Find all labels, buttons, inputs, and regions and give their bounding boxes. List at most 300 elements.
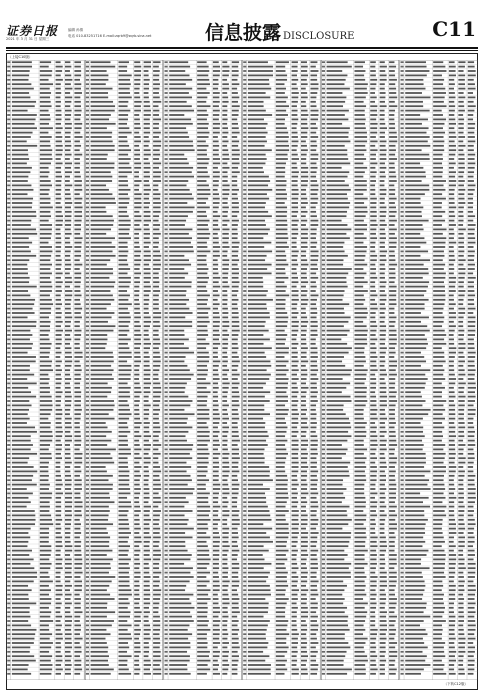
table-cell-text [310,488,317,490]
table-row-index [86,647,89,649]
table-cell-text [354,334,367,336]
table-cell-text [197,493,210,495]
table-cell-text [56,369,62,371]
table-cell-text [301,303,307,305]
table-cell-text [74,229,81,231]
table-cell-text [56,528,62,530]
table-row-index [243,185,246,187]
table-cell-text [91,475,113,477]
table-row-index [86,400,89,402]
table-cell-text [169,123,193,125]
table-row-index [243,567,246,569]
table-row-index [322,198,325,200]
table-cell-text [370,383,376,385]
table-cell-text [91,61,111,63]
table-cell-text [144,633,150,635]
table-cell-text [389,321,395,323]
table-cell-text [354,286,363,288]
table-row-index [243,220,246,222]
table-cell-text [222,317,228,319]
table-cell-text [354,154,364,156]
table-cell-text [276,532,289,534]
table-cell-text [118,303,131,305]
table-cell-text [153,347,159,349]
table-cell-text [389,83,395,85]
table-cell-text [389,185,394,187]
table-cell-text [65,594,72,596]
table-row-index [7,449,10,451]
table-cell-text [153,299,159,301]
table-row-index [86,563,89,565]
table-cell-text [134,66,141,68]
table-cell-text [276,339,286,341]
table-row-index [243,215,246,217]
table-cell-text [232,545,238,547]
table-cell-text [134,61,140,63]
table-row-index [7,101,10,103]
table-cell-text [40,167,49,169]
table-cell-text [232,154,240,156]
table-cell-text [380,273,385,275]
table-cell-text [74,347,79,349]
table-row-index [86,594,89,596]
table-row-index [243,655,246,657]
table-cell-text [12,651,30,653]
table-cell-text [153,308,159,310]
table-cell-text [74,554,81,556]
table-cell-text [310,339,315,341]
table-cell-text [213,655,219,657]
table-cell-text [232,616,237,618]
table-row-index [322,576,325,578]
section-title [205,18,354,45]
table-cell-text [310,88,318,90]
table-cell-text [40,449,49,451]
table-cell-text [370,528,375,530]
table-cell-text [248,629,267,631]
table-row-index [7,510,10,512]
table-row-index [7,493,10,495]
table-cell-text [40,229,52,231]
table-cell-text [380,567,385,569]
table-cell-text [169,576,193,578]
table-cell-text [169,334,184,336]
table-cell-text [292,75,297,77]
table-cell-text [134,97,140,99]
table-cell-text [389,233,395,235]
table-cell-text [468,79,474,81]
table-row-index [243,127,246,129]
table-cell-text [232,193,238,195]
table-cell-text [65,369,70,371]
table-cell-text [327,189,351,191]
table-cell-text [144,589,150,591]
table-cell-text [232,510,240,512]
table-cell-text [232,233,238,235]
table-row-index [401,79,404,81]
table-cell-text [232,664,238,666]
table-cell-text [389,506,397,508]
table-cell-text [40,647,51,649]
table-cell-text [144,105,151,107]
table-row-index [165,519,168,521]
table-cell-text [292,334,298,336]
table-cell-text [134,581,139,583]
table-cell-text [40,347,51,349]
table-row-index [243,528,246,530]
table-cell-text [354,132,366,134]
table-cell-text [12,132,33,134]
table-cell-text [389,523,397,525]
table-cell-text [380,361,386,363]
table-cell-text [40,576,50,578]
table-row-index [165,515,168,517]
table-cell-text [169,75,189,77]
table-cell-text [248,484,263,486]
table-cell-text [248,312,270,314]
table-cell-text [354,237,366,239]
table-cell-text [354,207,367,209]
table-cell-text [144,295,149,297]
table-row-index [243,642,246,644]
table-cell-text [389,616,397,618]
table-row-index [86,321,89,323]
table-cell-text [370,79,377,81]
table-cell-text [40,493,52,495]
table-cell-text [380,440,387,442]
table-row-index [243,449,246,451]
table-cell-text [389,237,397,239]
table-cell-text [144,528,150,530]
table-cell-text [197,83,210,85]
table-row-index [243,374,246,376]
table-cell-text [232,352,238,354]
table-row-index [322,141,325,143]
table-cell-text [134,391,141,393]
table-cell-text [327,409,344,411]
table-cell-text [222,154,229,156]
table-cell-text [310,506,318,508]
table-row-index [7,418,10,420]
table-cell-text [153,515,160,517]
table-cell-text [169,281,191,283]
table-cell-text [354,171,364,173]
table-row-index [322,405,325,407]
table-cell-text [118,202,129,204]
table-row-index [7,387,10,389]
table-cell-text [197,286,206,288]
table-cell-text [213,572,218,574]
table-cell-text [74,449,79,451]
table-row-index [7,330,10,332]
table-cell-text [74,114,81,116]
table-cell-text [248,365,271,367]
table-row-index [165,92,168,94]
table-cell-text [213,413,220,415]
table-row-index [86,97,89,99]
table-cell-text [248,286,263,288]
table-cell-text [74,321,79,323]
table-row-index [322,413,325,415]
table-cell-text [153,625,160,627]
table-cell-text [74,581,82,583]
table-cell-text [65,664,72,666]
table-cell-text [134,554,139,556]
table-cell-text [144,136,149,138]
table-cell-text [354,343,367,345]
table-row-index [243,611,246,613]
table-cell-text [118,83,130,85]
table-cell-text [310,651,317,653]
table-cell-text [153,259,160,261]
table-cell-text [91,440,112,442]
table-cell-text [389,642,397,644]
table-cell-text [197,70,209,72]
table-row-index [86,537,89,539]
table-row-index [322,589,325,591]
table-cell-text [74,290,80,292]
table-cell-text [169,550,187,552]
table-cell-text [12,378,27,380]
table-cell-text [197,413,209,415]
table-cell-text [91,114,111,116]
table-cell-text [169,554,192,556]
table-cell-text [91,167,115,169]
table-cell-text [74,510,81,512]
table-cell-text [118,497,127,499]
table-cell-text [118,479,129,481]
table-cell-text [65,479,72,481]
table-cell-text [301,369,307,371]
table-cell-text [144,378,150,380]
table-cell-text [74,132,80,134]
table-cell-text [276,475,287,477]
table-cell-text [310,567,318,569]
table-cell-text [56,312,62,314]
table-cell-text [248,598,265,600]
table-cell-text [65,224,71,226]
table-cell-text [134,141,141,143]
table-cell-text [56,145,63,147]
table-row-index [322,246,325,248]
table-row-index [86,259,89,261]
table-row-index [165,642,168,644]
table-cell-text [91,532,108,534]
table-cell-text [12,475,33,477]
table-cell-text [153,669,161,671]
table-cell-text [169,515,184,517]
table-cell-text [222,101,228,103]
table-cell-text [74,119,80,121]
table-cell-text [153,435,159,437]
table-cell-text [310,114,318,116]
table-cell-text [222,268,228,270]
table-cell-text [248,229,270,231]
table-cell-text [276,312,287,314]
table-row-index [7,528,10,530]
table-row-index [86,132,89,134]
table-cell-text [248,554,263,556]
table-row-index [86,559,89,561]
table-cell-text [276,202,285,204]
table-cell-text [153,519,159,521]
table-cell-text [144,554,150,556]
table-row-index [7,61,10,63]
table-cell-text [327,664,344,666]
table-row-index [165,651,168,653]
table-cell-text [248,488,270,490]
table-cell-text [40,189,50,191]
table-cell-text [232,141,239,143]
table-row-index [243,110,246,112]
table-row-index [322,308,325,310]
table-cell-text [169,158,187,160]
table-row-index [86,215,89,217]
table-row-index [165,506,168,508]
table-row-index [243,149,246,151]
table-cell-text [222,290,227,292]
table-cell-text [144,506,151,508]
table-cell-text [310,299,317,301]
table-cell-text [153,325,160,327]
table-cell-text [91,290,111,292]
table-cell-text [276,497,289,499]
table-cell-text [380,242,385,244]
table-cell-text [354,422,366,424]
table-cell-text [213,673,220,675]
table-cell-text [40,611,51,613]
table-cell-text [12,559,34,561]
table-cell-text [232,136,237,138]
table-cell-text [12,70,30,72]
table-cell-text [40,497,52,499]
table-cell-text [327,66,352,68]
table-cell-text [310,422,316,424]
table-row-index [165,576,168,578]
table-cell-text [222,79,227,81]
table-cell-text [65,581,70,583]
table-cell-text [370,237,377,239]
table-row-index [86,422,89,424]
table-row-index [322,145,325,147]
table-cell-text [222,616,228,618]
table-cell-text [169,589,185,591]
table-cell-text [134,374,139,376]
table-row-index [243,268,246,270]
table-cell-text [370,493,377,495]
table-cell-text [134,523,139,525]
table-row-index [7,642,10,644]
table-cell-text [169,655,190,657]
table-cell-text [213,616,219,618]
table-cell-text [222,633,228,635]
table-cell-text [197,488,206,490]
table-cell-text [144,369,151,371]
table-cell-text [370,369,377,371]
table-cell-text [12,136,31,138]
table-cell-text [12,75,29,77]
table-cell-text [56,237,62,239]
table-cell-text [12,321,37,323]
table-cell-text [301,400,306,402]
table-cell-text [380,638,387,640]
table-cell-text [354,352,364,354]
table-row-index [165,317,168,319]
table-cell-text [222,519,227,521]
table-cell-text [354,655,367,657]
table-cell-text [74,281,80,283]
table-row-index [165,277,168,279]
table-cell-text [310,563,317,565]
table-cell-text [56,303,62,305]
table-cell-text [91,202,116,204]
table-cell-text [40,233,52,235]
table-row-index [243,444,246,446]
table-cell-text [248,149,272,151]
table-cell-text [232,343,238,345]
table-cell-text [197,479,209,481]
table-cell-text [144,207,149,209]
table-cell-text [370,537,377,539]
table-cell-text [118,374,130,376]
table-cell-text [74,418,80,420]
table-cell-text [91,409,114,411]
table-row-index [243,383,246,385]
table-cell-text [213,268,218,270]
table-cell-text [144,431,150,433]
table-cell-text [248,620,270,622]
table-cell-text [134,431,139,433]
table-cell-text [197,75,208,77]
table-cell-text [222,321,229,323]
table-row-index [243,141,246,143]
table-cell-text [354,554,364,556]
table-cell-text [56,92,62,94]
table-cell-text [144,642,149,644]
table-row-index [165,286,168,288]
table-cell-text [222,308,228,310]
table-cell-text [56,405,61,407]
table-cell-text [74,70,81,72]
table-cell-text [232,237,238,239]
table-cell-text [134,321,139,323]
table-cell-text [276,594,285,596]
table-cell-text [327,101,346,103]
table-cell-text [327,616,349,618]
table-cell-text [91,97,109,99]
table-cell-text [380,563,386,565]
table-cell-text [389,308,394,310]
table-cell-text [310,171,316,173]
table-row-index [322,321,325,323]
table-cell-text [222,413,228,415]
table-cell-text [91,317,112,319]
table-cell-text [380,167,387,169]
table-cell-text [74,655,80,657]
table-cell-text [118,141,127,143]
table-row-index [243,330,246,332]
table-cell-text [354,633,363,635]
table-cell-text [134,537,141,539]
table-row-index [86,506,89,508]
table-cell-text [144,127,150,129]
table-cell-text [354,440,363,442]
table-cell-text [134,154,140,156]
table-row-index [165,633,168,635]
table-row-index [86,572,89,574]
table-row-index [7,515,10,517]
table-cell-text [74,664,81,666]
